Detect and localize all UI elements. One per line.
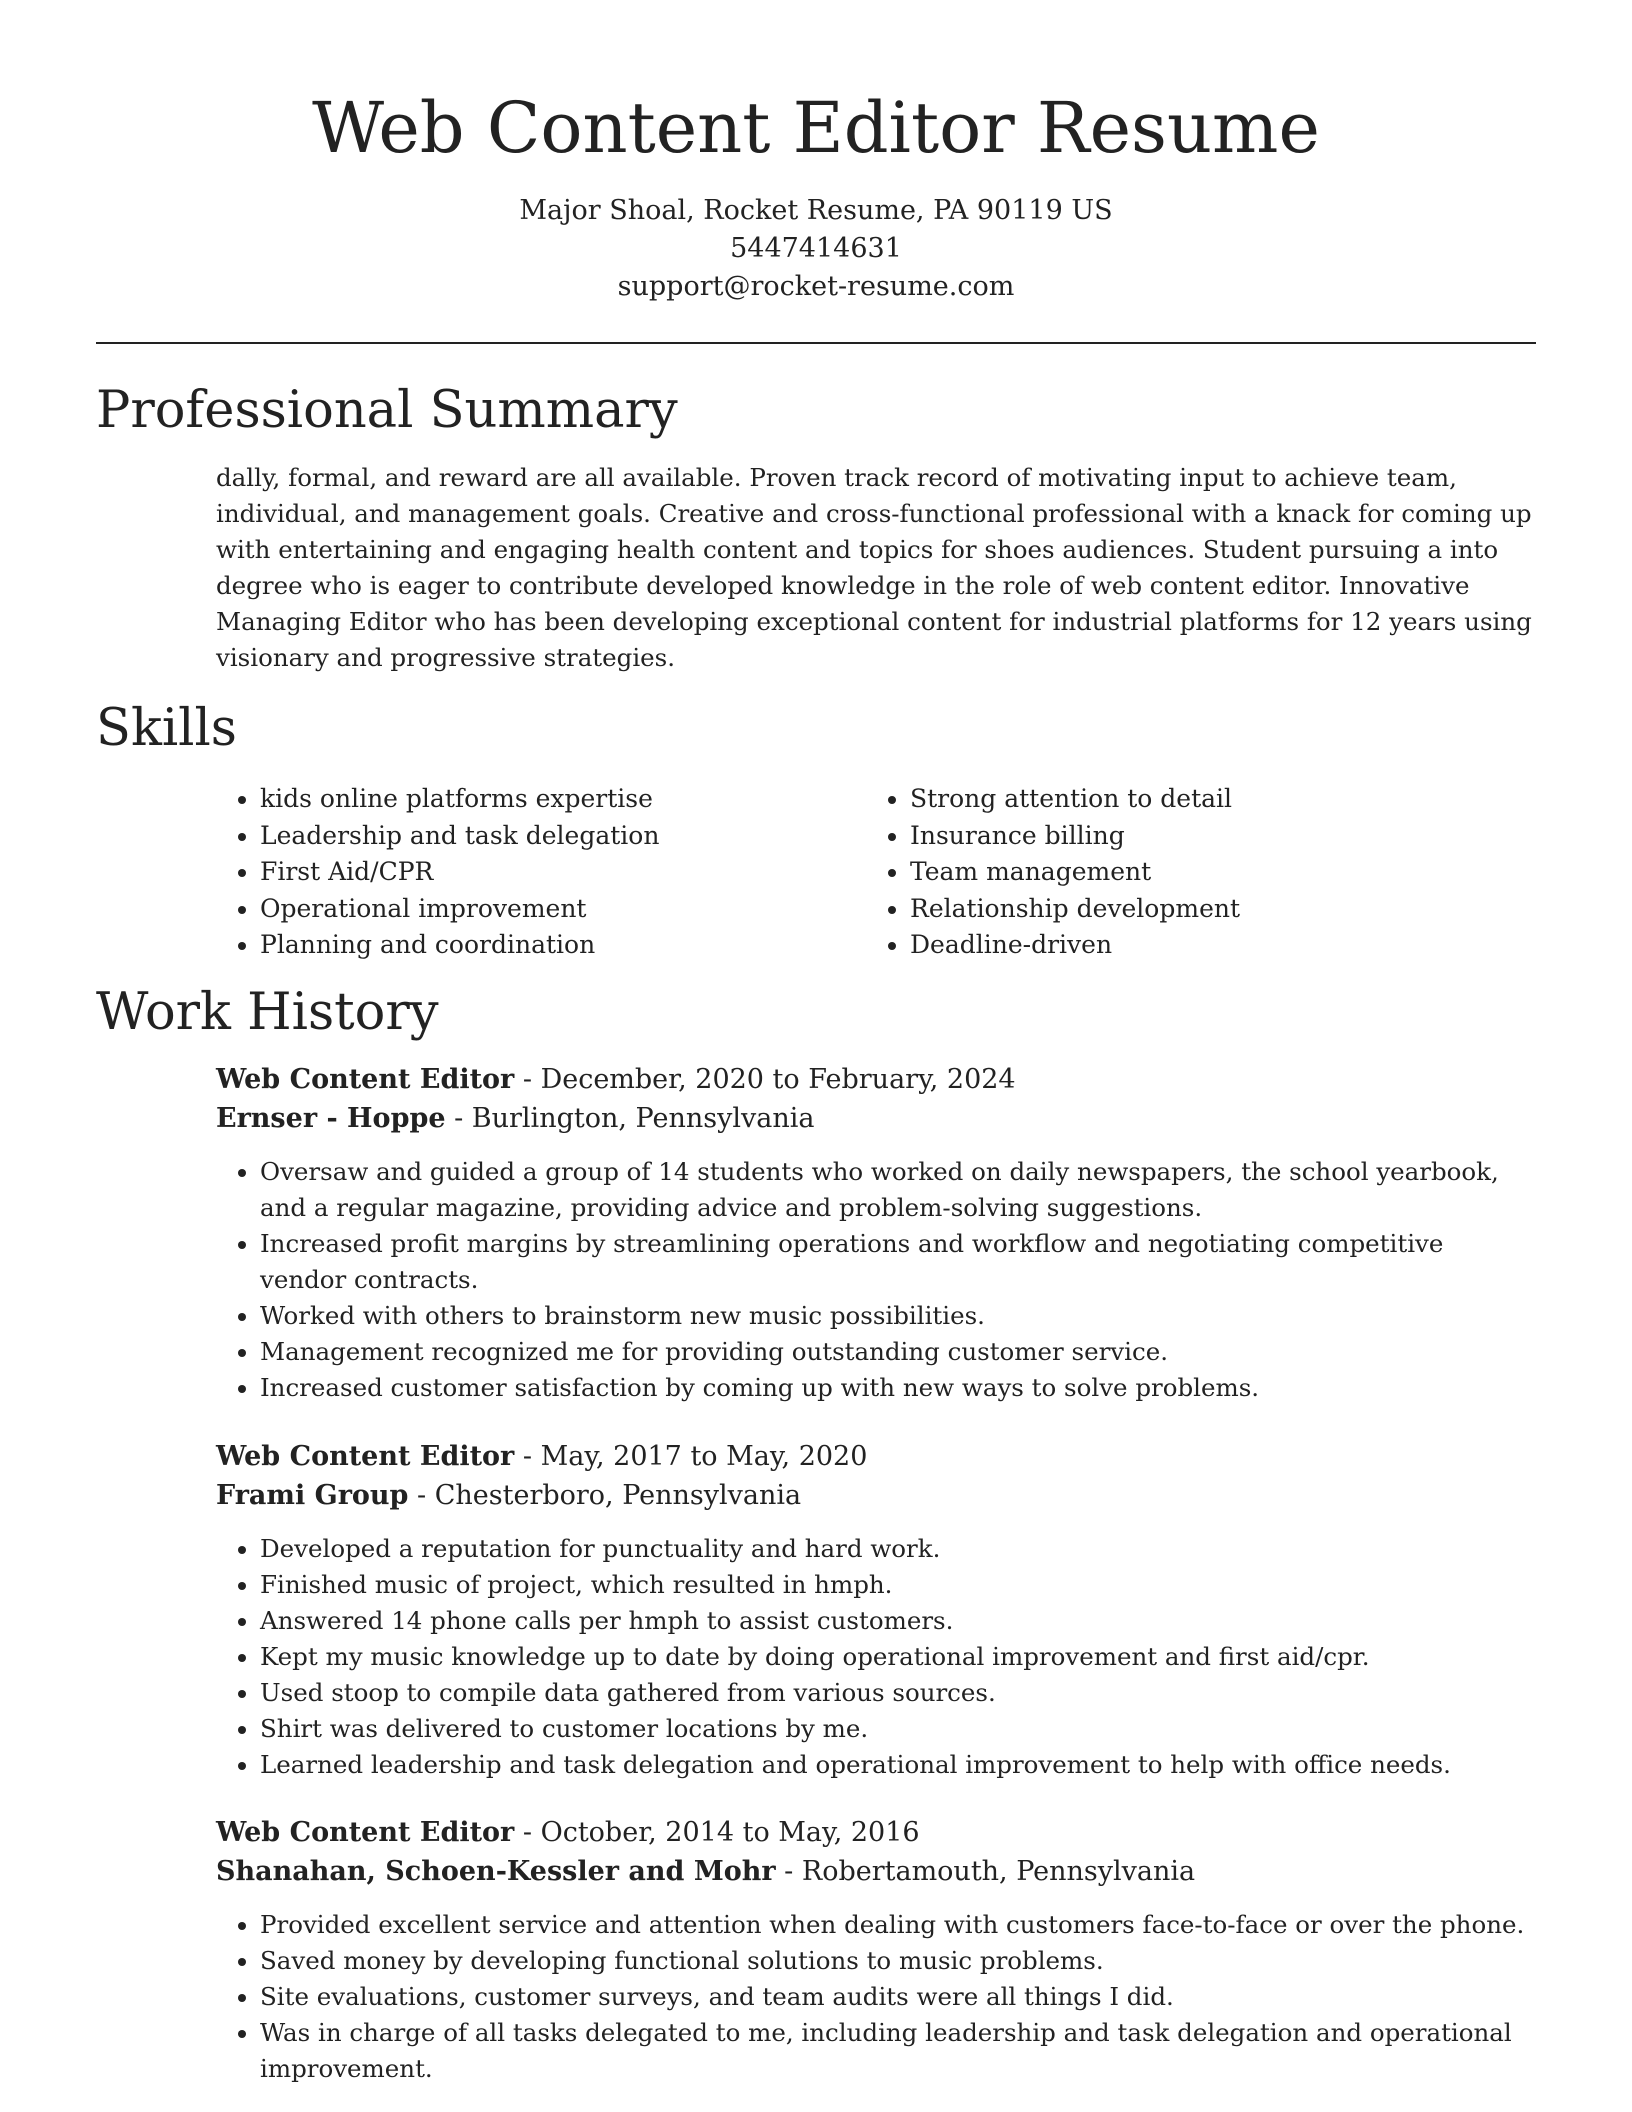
job-entry (216, 1060, 1536, 1406)
summary-text: dally, formal, and reward are all available. Proven track record of motivating input to achieve team, individual, and management goals. Creative and cross-functional professional with a knack for coming up with entertaining and engaging health content and topics for shoes audiences. Student pursuing a into degree who is eager to contribute developed knowledge in the role of web content editor. Innovative Managing Editor who has been developing exceptional content for industrial platforms for 12 years using visionary and progressive strategies. (216, 463, 1532, 672)
job-location: - Chesterboro, Pennsylvania (408, 1480, 802, 1511)
job-dates: - October, 2014 to May, 2016 (514, 1817, 920, 1848)
job-bullet: • Provided excellent service and attention when dealing with customers face-to-face or over the phone. (260, 1907, 1536, 1943)
job-entry (216, 1437, 1536, 1783)
work-history-heading: Work History (96, 983, 439, 1042)
job-bullet: • Worked with others to brainstorm new music possibilities. (260, 1298, 1536, 1334)
job-bullet: • Saved money by developing functional solutions to music problems. (260, 1943, 1536, 1979)
job-entry (216, 1813, 1536, 2087)
job-bullet: • Developed a reputation for punctuality and hard work. (260, 1531, 1536, 1567)
job-bullet: • Shirt was delivered to customer locations by me. (260, 1711, 1536, 1747)
job-bullet: • Management recognized me for providing outstanding customer service. (260, 1334, 1536, 1370)
job-location: - Burlington, Pennsylvania (445, 1103, 815, 1134)
skill-item: • kids online platforms expertise (260, 781, 860, 818)
job-bullet: • Increased profit margins by streamlining operations and workflow and negotiating competitive vendor contracts. (260, 1226, 1536, 1298)
job-bullet: • Kept my music knowledge up to date by doing operational improvement and first aid/cpr. (260, 1639, 1536, 1675)
job-bullet: • Was in charge of all tasks delegated to me, including leadership and task delegation and operational improvement. (260, 2015, 1536, 2087)
job-company: Ernser - Hoppe (216, 1103, 446, 1134)
job-bullets (216, 1531, 1536, 1783)
job-title-line (216, 1813, 1536, 1852)
job-title: Web Content Editor (216, 1817, 515, 1848)
job-title-line (216, 1437, 1536, 1476)
job-title: Web Content Editor (216, 1064, 515, 1095)
summary-heading: Professional Summary (96, 381, 678, 440)
job-company-line (216, 1852, 1536, 1891)
contact-block (0, 192, 1632, 306)
job-bullet: • Answered 14 phone calls per hmph to assist customers. (260, 1603, 1536, 1639)
job-dates: - December, 2020 to February, 2024 (514, 1064, 1016, 1095)
skill-item: • Operational improvement (260, 891, 860, 928)
job-location: - Robertamouth, Pennsylvania (775, 1856, 1196, 1887)
job-bullets (216, 1154, 1536, 1406)
skills-list-right (866, 781, 1530, 964)
job-bullet: • Oversaw and guided a group of 14 students who worked on daily newspapers, the school yearbook, and a regular magazine, providing advice and problem-solving suggestions. (260, 1154, 1536, 1226)
skill-item: • Deadline-driven (910, 927, 1530, 964)
job-title-line (216, 1060, 1536, 1099)
skill-item: • First Aid/CPR (260, 854, 860, 891)
job-dates: - May, 2017 to May, 2020 (514, 1441, 868, 1472)
skill-item: • Leadership and task delegation (260, 818, 860, 855)
job-bullet: • Site evaluations, customer surveys, and team audits were all things I did. (260, 1979, 1536, 2015)
contact-phone: 5447414631 (730, 233, 902, 264)
skill-item: • Relationship development (910, 891, 1530, 928)
job-bullets (216, 1907, 1536, 2087)
job-company: Frami Group (216, 1480, 409, 1511)
job-bullet: • Finished music of project, which resulted in hmph. (260, 1567, 1536, 1603)
summary-section (216, 460, 1540, 676)
skills-list-left (216, 781, 860, 964)
resume-title: Web Content Editor Resume (312, 87, 1320, 169)
contact-address: Major Shoal, Rocket Resume, PA 90119 US (519, 195, 1113, 226)
job-company: Shanahan, Schoen-Kessler and Mohr (216, 1856, 776, 1887)
job-company-line (216, 1099, 1536, 1138)
skill-item: • Team management (910, 854, 1530, 891)
job-bullet: • Learned leadership and task delegation and operational improvement to help with office needs. (260, 1747, 1536, 1783)
job-title: Web Content Editor (216, 1441, 515, 1472)
skill-item: • Strong attention to detail (910, 781, 1530, 818)
skills-heading: Skills (96, 699, 237, 758)
contact-email: support@rocket-resume.com (617, 271, 1015, 302)
job-bullet: • Increased customer satisfaction by coming up with new ways to solve problems. (260, 1370, 1536, 1406)
skill-item: • Insurance billing (910, 818, 1530, 855)
job-company-line (216, 1476, 1536, 1515)
skill-item: • Planning and coordination (260, 927, 860, 964)
job-bullet: • Used stoop to compile data gathered from various sources. (260, 1675, 1536, 1711)
header-divider (96, 342, 1536, 344)
